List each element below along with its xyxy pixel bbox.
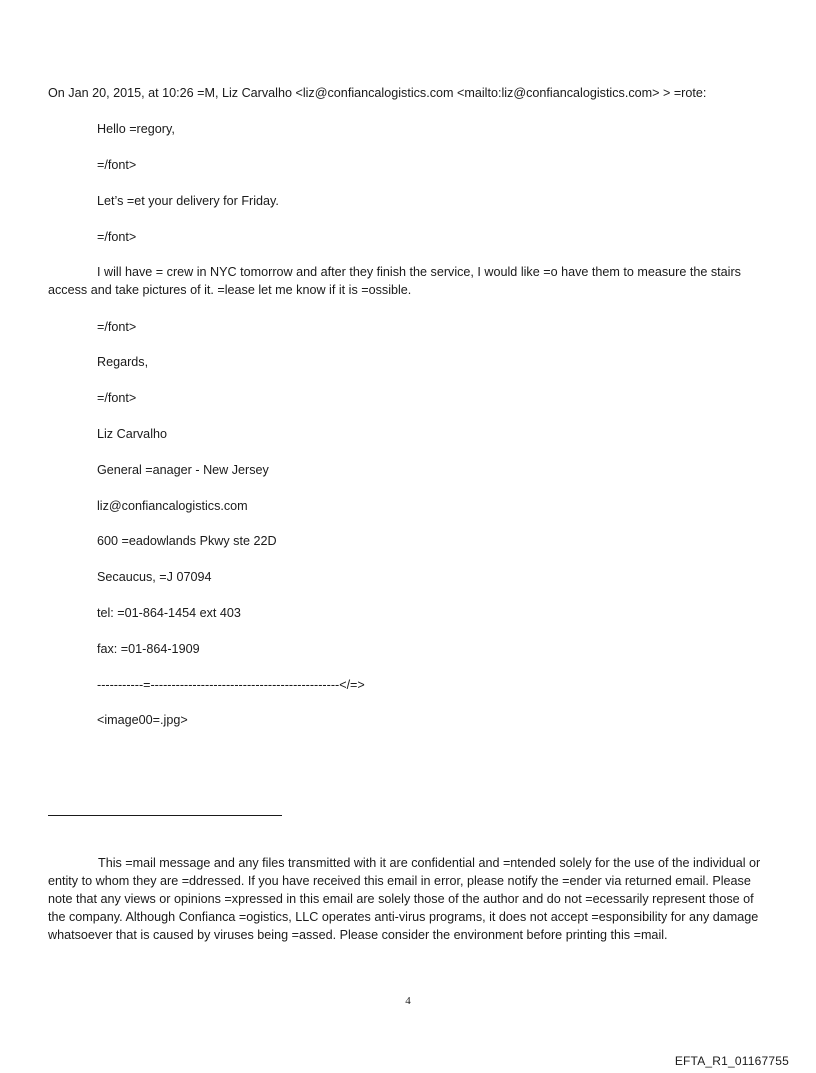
email-header: On Jan 20, 2015, at 10:26 =M, Liz Carvalho <liz@confiancalogistics.com <mailto:liz@confiancalogistics.com> > =rote: <box>48 86 707 100</box>
document-id: EFTA_R1_01167755 <box>674 1054 789 1068</box>
font-tag: =/font> <box>97 320 137 334</box>
signature-name: Liz Carvalho <box>97 427 167 441</box>
disclaimer: This =mail message and any files transmitted with it are confidential and =ntended solely for the use of the individual or entity to whom they are =ddressed. If you have received this email in error, please notify the =ender via returned email. Please note that any views or opinions =xpressed in this email are solely those of the author and do not =ecessarily represent those of the company. Although Confianca =ogistics, LLC operates anti-virus programs, it does not accept =esponsibility for any damage whatsoever that is caused by viruses being =assed. Please consider the environment before printing this =mail. <box>48 856 761 942</box>
footnote-rule <box>48 815 282 816</box>
font-tag: =/font> <box>97 230 137 244</box>
crew-paragraph: I will have = crew in NYC tomorrow and after they finish the service, I would like =o have them to measure the stairs access and take pictures of it. =lease let me know if it is =ossible. <box>48 265 741 297</box>
closing: Regards, <box>97 355 149 369</box>
font-tag: =/font> <box>97 391 137 405</box>
signature-image-placeholder: <image00=.jpg> <box>97 713 188 727</box>
signature-email: liz@confiancalogistics.com <box>97 499 248 513</box>
signature-address-line1: 600 =eadowlands Pkwy ste 22D <box>97 534 277 548</box>
signature-title: General =anager - New Jersey <box>97 463 269 477</box>
page-number: 4 <box>405 995 411 1007</box>
signature-address-line2: Secaucus, =J 07094 <box>97 570 212 584</box>
signature-tel: tel: =01-864-1454 ext 403 <box>97 606 241 620</box>
greeting: Hello =regory, <box>97 122 175 136</box>
signature-fax: fax: =01-864-1909 <box>97 642 200 656</box>
delivery-line: Let’s =et your delivery for Friday. <box>97 194 279 208</box>
font-tag: =/font> <box>97 158 137 172</box>
signature-separator: -----------=---------------------------------------------</=> <box>97 678 365 692</box>
